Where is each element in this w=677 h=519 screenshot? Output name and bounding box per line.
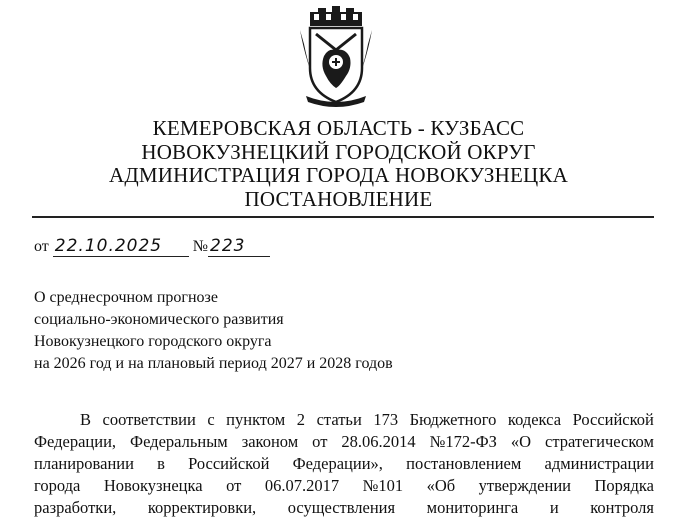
handwritten-number: 223 bbox=[208, 236, 270, 257]
subject-line: Новокузнецкого городского округа bbox=[34, 333, 272, 350]
word: Федеральным bbox=[130, 432, 228, 451]
subject-line: О среднесрочном прогнозе bbox=[34, 289, 218, 306]
word: с bbox=[207, 410, 215, 429]
header-district: НОВОКУЗНЕЦКИЙ ГОРОДСКОЙ ОКРУГ bbox=[141, 140, 536, 164]
body-line bbox=[34, 431, 654, 453]
body-line bbox=[34, 475, 654, 497]
word: законом bbox=[241, 432, 299, 451]
word: осуществления bbox=[287, 498, 396, 517]
word: пунктом bbox=[226, 410, 286, 429]
word: от bbox=[226, 476, 242, 495]
word: 2 bbox=[296, 410, 306, 429]
word: №172-ФЗ bbox=[429, 432, 497, 451]
subject-line: на 2026 год и на плановый период 2027 и 2028 годов bbox=[34, 355, 393, 372]
word: Порядка bbox=[594, 476, 654, 495]
word: планировании bbox=[34, 454, 134, 473]
body-line bbox=[34, 409, 654, 431]
word: Российской bbox=[572, 410, 654, 429]
word: контроля bbox=[590, 498, 654, 517]
word: мониторинга bbox=[426, 498, 519, 517]
word: утверждении bbox=[478, 476, 571, 495]
word: и bbox=[549, 498, 559, 517]
word: Федерации», bbox=[292, 454, 383, 473]
word: Федерации, bbox=[34, 432, 117, 451]
word: Новокузнецка bbox=[103, 476, 203, 495]
handwritten-date: 22.10.2025 bbox=[53, 236, 189, 257]
word: города bbox=[34, 476, 81, 495]
word: разработки, bbox=[34, 498, 117, 517]
word: В bbox=[80, 410, 92, 429]
word: кодекса bbox=[507, 410, 562, 429]
word: от bbox=[312, 432, 328, 451]
document-subject bbox=[34, 287, 393, 375]
word: стратегическом bbox=[545, 432, 654, 451]
word: №101 bbox=[362, 476, 404, 495]
body-line bbox=[34, 453, 654, 475]
header-region: КЕМЕРОВСКАЯ ОБЛАСТЬ - КУЗБАСС bbox=[152, 116, 525, 140]
word: статьи bbox=[316, 410, 362, 429]
header-divider bbox=[32, 216, 654, 218]
date-prefix: от bbox=[34, 238, 49, 255]
word: корректировки, bbox=[147, 498, 257, 517]
date-number-line bbox=[34, 236, 270, 257]
header-doc-type: ПОСТАНОВЛЕНИЕ bbox=[244, 187, 433, 211]
number-sign: № bbox=[192, 238, 209, 255]
word: администрации bbox=[544, 454, 654, 473]
word: соответствии bbox=[102, 410, 196, 429]
word: «Об bbox=[426, 476, 456, 495]
header-administration: АДМИНИСТРАЦИЯ ГОРОДА НОВОКУЗНЕЦКА bbox=[109, 163, 568, 187]
word: 173 bbox=[373, 410, 399, 429]
word: в bbox=[157, 454, 165, 473]
subject-line: социально-экономического развития bbox=[34, 311, 284, 328]
word: постановлением bbox=[406, 454, 522, 473]
word: «О bbox=[510, 432, 532, 451]
word: 06.07.2017 bbox=[264, 476, 340, 495]
word: 28.06.2014 bbox=[341, 432, 416, 451]
word: Российской bbox=[188, 454, 270, 473]
city-coat-of-arms-emblem bbox=[296, 4, 376, 108]
body-paragraph bbox=[34, 409, 654, 519]
body-line bbox=[34, 497, 654, 519]
word: Бюджетного bbox=[409, 410, 497, 429]
